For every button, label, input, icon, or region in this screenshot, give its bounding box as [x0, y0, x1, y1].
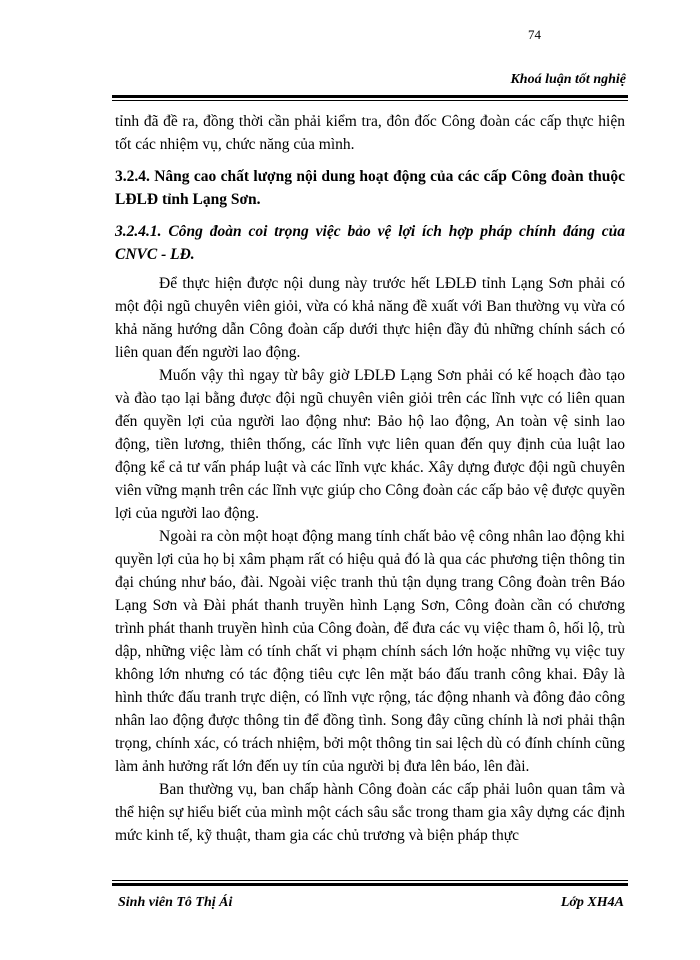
subsection-heading: 3.2.4.1. Công đoàn coi trọng việc bảo vệ lợi ích hợp pháp chính đáng của CNVC - LĐ.	[115, 223, 625, 263]
paragraph-continued: tỉnh đã đề ra, đồng thời cần phải kiểm tra, đôn đốc Công đoàn các cấp thực hiện tốt các nhiệm vụ, chức năng của mình.	[115, 113, 625, 153]
header-title: Khoá luận tốt nghiệ	[510, 72, 626, 87]
header-rule	[112, 95, 628, 101]
paragraph: Để thực hiện được nội dung này trước hết LĐLĐ tỉnh Lạng Sơn phải có một đội ngũ chuyên viên giỏi, vừa có khả năng đề xuất với Ban thường vụ vừa có khả năng hướng dẫn Công đoàn cấp dưới thực hiện đầy đủ những chính sách có liên quan đến người lao động.	[115, 275, 625, 361]
section-heading: 3.2.4. Nâng cao chất lượng nội dung hoạt động của các cấp Công đoàn thuộc LĐLĐ tỉnh Lạng Sơn.	[115, 168, 625, 208]
footer-student: Sinh viên Tô Thị Ái	[118, 895, 233, 910]
document-body	[115, 110, 625, 847]
footer-rule	[112, 880, 628, 886]
footer-class: Lớp XH4A	[560, 895, 624, 910]
paragraph: Ngoài ra còn một hoạt động mang tính chất bảo vệ công nhân lao động khi quyền lợi của họ bị xâm phạm rất có hiệu quả đó là qua các phương tiện thông tin đại chúng như báo, đài. Ngoài việc tranh thủ tận dụng trang Công đoàn trên Báo Lạng Sơn và Đài phát thanh truyền hình Lạng Sơn, Công đoàn cần có chương trình phát thanh truyền hình của Công đoàn, để đưa các vụ việc tham ô, hối lộ, trù dập, những việc làm có tính chất vi phạm chính sách lớn hoặc những vụ việc tuy không lớn nhưng có tác động tiêu cực lên mặt báo đấu tranh công khai. Đây là hình thức đấu tranh trực diện, có lĩnh vực rộng, tác động nhanh và đông đảo công nhân lao động được thông tin để đồng tình. Song đây cũng chính là nơi phải thận trọng, chính xác, có trách nhiệm, bởi một thông tin sai lệch dù có đính chính cũng làm ảnh hưởng rất lớn đến uy tín của người bị đưa lên báo, lên đài.	[115, 528, 625, 775]
paragraph: Muốn vậy thì ngay từ bây giờ LĐLĐ Lạng Sơn phải có kế hoạch đào tạo và đào tạo lại bằng được đội ngũ chuyên viên giỏi trên các lĩnh vực có liên quan đến quyền lợi của người lao động như: Bảo hộ lao động, An toàn vệ sinh lao động, tiền lương, thiên thống, các lĩnh vực liên quan đến quy định của luật lao động kể cả tư vấn pháp luật và các lĩnh vực khác. Xây dựng được đội ngũ chuyên viên vững mạnh trên các lĩnh vực giúp cho Công đoàn các cấp bảo vệ được quyền lợi của người lao động.	[115, 367, 625, 522]
paragraph: Ban thường vụ, ban chấp hành Công đoàn các cấp phải luôn quan tâm và thể hiện sự hiểu biết của mình một cách sâu sắc trong tham gia xây dựng các định mức kinh tế, kỹ thuật, tham gia các chủ trương và biện pháp thực	[115, 781, 625, 844]
page-number: 74	[528, 27, 541, 42]
